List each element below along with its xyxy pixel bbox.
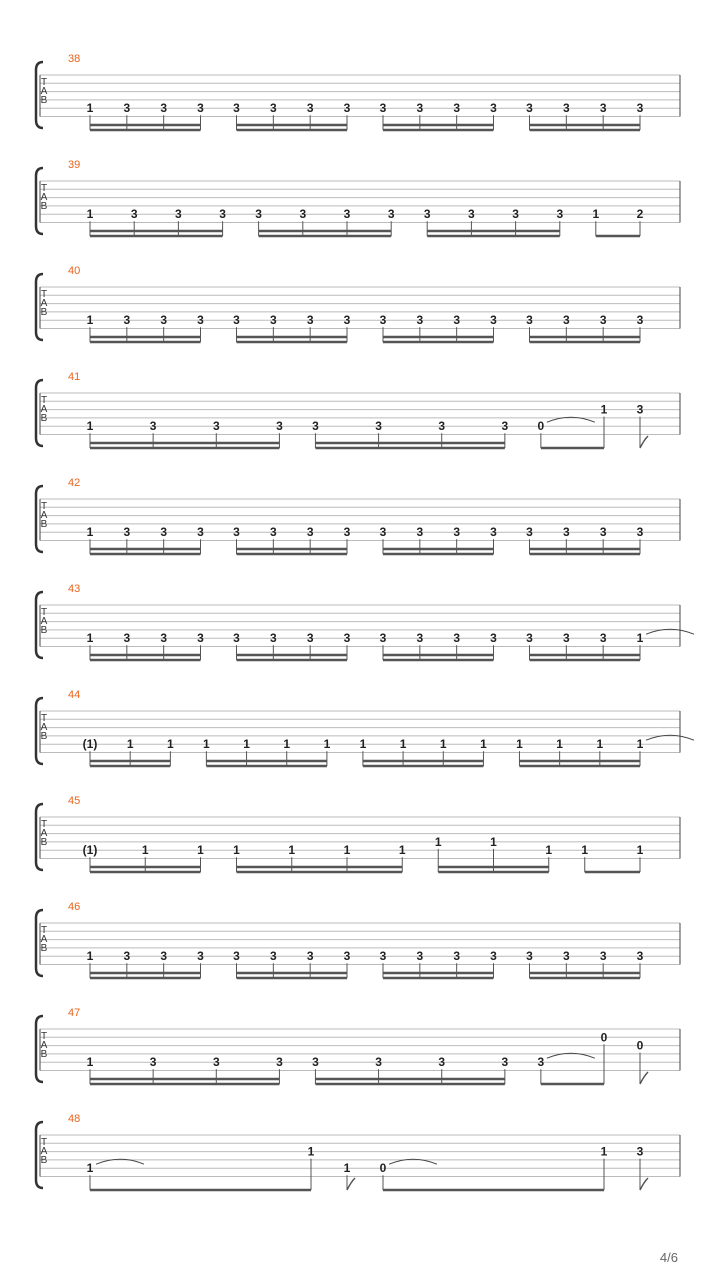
fret-number: 3	[562, 313, 570, 328]
fret-number: 1	[398, 843, 406, 858]
fret-number: 3	[636, 525, 644, 540]
fret-number: 3	[423, 207, 431, 222]
fret-number: 1	[283, 737, 291, 752]
note-flag	[347, 1178, 355, 1190]
fret-number: 1	[596, 737, 604, 752]
fret-number: 1	[86, 419, 94, 434]
fret-number: 3	[438, 419, 446, 434]
fret-number: 3	[343, 207, 351, 222]
measure-number: 41	[68, 371, 81, 383]
fret-number: 3	[269, 101, 277, 116]
fret-number: 3	[212, 1055, 220, 1070]
fret-number: 3	[306, 949, 314, 964]
tab-clef-letter: T	[40, 77, 48, 88]
fret-number: 3	[375, 419, 382, 434]
fret-number: 3	[636, 313, 644, 328]
fret-number: 1	[343, 843, 351, 858]
fret-number: 1	[86, 525, 94, 540]
fret-number: 3	[269, 313, 277, 328]
fret-number: 1	[86, 949, 94, 964]
fret-number: 3	[490, 525, 497, 540]
tab-clef-letter: T	[40, 289, 48, 300]
fret-number: 3	[149, 419, 157, 434]
fret-number: 3	[255, 207, 262, 222]
measure-number: 38	[68, 53, 81, 65]
fret-number: (1)	[82, 737, 98, 752]
tab-clef-letter: A	[40, 86, 48, 97]
fret-number: 3	[269, 949, 277, 964]
fret-number: 1	[141, 843, 149, 858]
fret-number: 2	[636, 207, 644, 222]
fret-number: 3	[416, 313, 424, 328]
fret-number: 3	[219, 207, 226, 222]
tab-clef-letter: B	[40, 307, 48, 318]
fret-number: 3	[306, 101, 314, 116]
measure-number: 45	[68, 795, 81, 807]
fret-number: 3	[453, 101, 461, 116]
fret-number: 3	[306, 313, 314, 328]
fret-number: 1	[323, 737, 331, 752]
tab-clef-letter: A	[40, 1146, 48, 1157]
fret-number: 3	[160, 313, 168, 328]
fret-number: 1	[636, 737, 644, 752]
fret-number: 3	[343, 101, 351, 116]
tab-system	[36, 901, 680, 978]
fret-number: 1	[203, 737, 210, 752]
fret-number: 3	[562, 101, 570, 116]
fret-number: 1	[439, 737, 447, 752]
fret-number: (1)	[82, 843, 98, 858]
tab-clef-letter: T	[40, 1031, 48, 1042]
fret-number: 3	[175, 207, 182, 222]
tab-clef-letter: A	[40, 510, 48, 521]
fret-number: 1	[86, 1161, 94, 1176]
fret-number: 3	[490, 101, 497, 116]
fret-number: 3	[562, 525, 570, 540]
fret-number: 3	[453, 313, 461, 328]
fret-number: 1	[126, 737, 134, 752]
fret-number: 1	[167, 737, 174, 752]
note-flag	[640, 436, 648, 448]
fret-number: 3	[233, 313, 240, 328]
fret-number: 1	[434, 834, 442, 849]
tab-system	[36, 583, 694, 660]
fret-number: 1	[600, 1144, 608, 1159]
tab-system	[36, 477, 680, 554]
fret-number: 3	[123, 525, 131, 540]
fret-number: 3	[379, 525, 387, 540]
fret-number: 1	[359, 737, 367, 752]
fret-number: 3	[379, 313, 387, 328]
tab-system	[36, 53, 680, 130]
tab-clef-letter: T	[40, 395, 48, 406]
fret-number: 3	[149, 1055, 157, 1070]
tab-clef-letter: A	[40, 1040, 48, 1051]
fret-number: 3	[123, 949, 131, 964]
fret-number: 3	[379, 101, 387, 116]
fret-number: 3	[123, 631, 131, 646]
fret-number: 3	[233, 525, 240, 540]
measure-number: 44	[68, 689, 81, 701]
measure-number: 48	[68, 1113, 81, 1125]
tab-system	[36, 159, 680, 236]
fret-number: 3	[512, 207, 519, 222]
fret-number: 3	[160, 631, 168, 646]
fret-number: 3	[526, 313, 533, 328]
fret-number: 3	[416, 949, 424, 964]
fret-number: 1	[399, 737, 407, 752]
fret-number: 3	[501, 419, 509, 434]
fret-number: 1	[545, 843, 553, 858]
fret-number: 3	[343, 949, 351, 964]
fret-number: 3	[537, 1055, 545, 1070]
fret-number: 3	[453, 525, 461, 540]
fret-number: 1	[197, 843, 204, 858]
tab-clef-letter: T	[40, 183, 48, 194]
fret-number: 3	[299, 207, 307, 222]
fret-number: 3	[556, 207, 564, 222]
fret-number: 3	[197, 525, 204, 540]
fret-number: 3	[160, 525, 168, 540]
fret-number: 3	[343, 313, 351, 328]
fret-number: 3	[197, 949, 204, 964]
measure-number: 42	[68, 477, 81, 489]
fret-number: 3	[636, 949, 644, 964]
fret-number: 3	[526, 631, 533, 646]
fret-number: 3	[416, 525, 424, 540]
page-number: 4/6	[659, 1250, 678, 1265]
fret-number: 3	[123, 101, 131, 116]
fret-number: 1	[490, 834, 497, 849]
fret-number: 1	[480, 737, 487, 752]
fret-number: 1	[86, 1055, 94, 1070]
tab-clef-letter: B	[40, 731, 48, 742]
fret-number: 3	[269, 525, 277, 540]
fret-number: 1	[243, 737, 250, 752]
tab-clef-letter: T	[40, 607, 48, 618]
fret-number: 3	[438, 1055, 446, 1070]
fret-number: 3	[636, 101, 644, 116]
fret-number: 3	[233, 101, 240, 116]
fret-number: 3	[526, 525, 533, 540]
fret-number: 3	[636, 1144, 644, 1159]
fret-number: 3	[160, 949, 168, 964]
fret-number: 3	[416, 101, 424, 116]
fret-number: 3	[379, 631, 387, 646]
tab-clef-letter: T	[40, 501, 48, 512]
fret-number: 3	[562, 631, 570, 646]
tab-system	[36, 1007, 680, 1084]
fret-number: 3	[197, 313, 204, 328]
fret-number: 3	[387, 207, 395, 222]
measure-number: 39	[68, 159, 81, 171]
fret-number: 3	[526, 101, 533, 116]
fret-number: 1	[86, 631, 94, 646]
fret-number: 3	[501, 1055, 509, 1070]
tab-clef-letter: B	[40, 837, 48, 848]
fret-number: 3	[197, 631, 204, 646]
fret-number: 1	[233, 843, 240, 858]
fret-number: 0	[636, 1038, 644, 1053]
fret-number: 3	[599, 525, 607, 540]
fret-number: 3	[233, 631, 240, 646]
tab-clef-letter: B	[40, 519, 48, 530]
fret-number: 0	[379, 1161, 387, 1176]
fret-number: 3	[453, 949, 461, 964]
fret-number: 1	[600, 402, 608, 417]
tab-system	[36, 689, 694, 766]
fret-number: 3	[599, 101, 607, 116]
fret-number: 3	[276, 1055, 283, 1070]
fret-number: 1	[86, 207, 94, 222]
fret-number: 3	[343, 525, 351, 540]
fret-number: 3	[599, 313, 607, 328]
fret-number: 1	[86, 313, 94, 328]
fret-number: 1	[343, 1161, 351, 1176]
fret-number: 0	[600, 1030, 608, 1045]
fret-number: 3	[276, 419, 283, 434]
tab-clef-letter: A	[40, 404, 48, 415]
fret-number: 3	[379, 949, 387, 964]
fret-number: 1	[556, 737, 563, 752]
fret-number: 3	[306, 631, 314, 646]
fret-number: 3	[197, 101, 204, 116]
tab-clef-letter: A	[40, 298, 48, 309]
fret-number: 3	[343, 631, 351, 646]
fret-number: 1	[288, 843, 296, 858]
fret-number: 3	[468, 207, 475, 222]
fret-number: 3	[599, 631, 607, 646]
fret-number: 3	[453, 631, 461, 646]
tab-system	[36, 1113, 680, 1190]
tab-clef-letter: B	[40, 413, 48, 424]
fret-number: 3	[312, 419, 319, 434]
note-flag	[640, 1072, 648, 1084]
fret-number: 3	[526, 949, 533, 964]
fret-number: 3	[375, 1055, 382, 1070]
fret-number: 1	[516, 737, 523, 752]
tab-clef-letter: B	[40, 1155, 48, 1166]
fret-number: 1	[636, 843, 644, 858]
fret-number: 0	[537, 419, 545, 434]
tab-clef-letter: T	[40, 713, 48, 724]
note-flag	[640, 1178, 648, 1190]
tab-clef-letter: A	[40, 934, 48, 945]
fret-number: 1	[592, 207, 600, 222]
fret-number: 3	[123, 313, 131, 328]
tab-clef-letter: B	[40, 943, 48, 954]
fret-number: 3	[562, 949, 570, 964]
tab-clef-letter: B	[40, 1049, 48, 1060]
tab-clef-letter: B	[40, 625, 48, 636]
fret-number: 3	[306, 525, 314, 540]
fret-number: 3	[130, 207, 138, 222]
tab-system	[36, 265, 680, 342]
fret-number: 3	[269, 631, 277, 646]
measure-number: 40	[68, 265, 81, 277]
fret-number: 3	[312, 1055, 319, 1070]
tab-clef-letter: B	[40, 95, 48, 106]
fret-number: 3	[490, 631, 497, 646]
measure-number: 46	[68, 901, 81, 913]
measure-number: 43	[68, 583, 81, 595]
fret-number: 3	[212, 419, 220, 434]
tab-system	[36, 371, 680, 448]
fret-number: 3	[160, 101, 168, 116]
fret-number: 1	[581, 843, 589, 858]
fret-number: 3	[490, 949, 497, 964]
fret-number: 1	[636, 631, 644, 646]
fret-number: 1	[86, 101, 94, 116]
tab-clef-letter: A	[40, 828, 48, 839]
tab-clef-letter: T	[40, 925, 48, 936]
tab-clef-letter: A	[40, 722, 48, 733]
fret-number: 3	[490, 313, 497, 328]
measure-number: 47	[68, 1007, 81, 1019]
tab-clef-letter: A	[40, 192, 48, 203]
fret-number: 3	[599, 949, 607, 964]
fret-number: 3	[636, 402, 644, 417]
tab-system	[36, 795, 680, 872]
tab-clef-letter: T	[40, 1137, 48, 1148]
tab-clef-letter: T	[40, 819, 48, 830]
fret-number: 3	[416, 631, 424, 646]
tab-clef-letter: A	[40, 616, 48, 627]
fret-number: 1	[307, 1144, 315, 1159]
tab-clef-letter: B	[40, 201, 48, 212]
fret-number: 3	[233, 949, 240, 964]
